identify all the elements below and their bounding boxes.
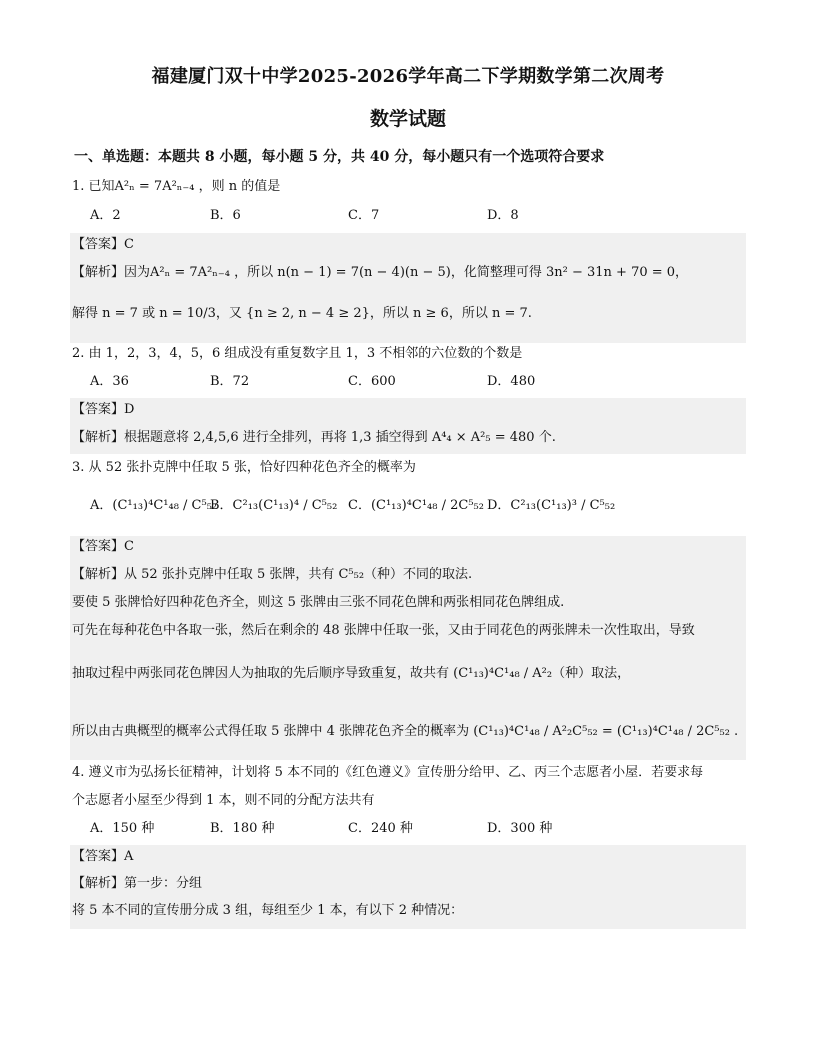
q3-analysis-line-1: 【解析】从 52 张扑克牌中任取 5 张牌，共有 C⁵₅₂（种）不同的取法. (72, 567, 473, 582)
q1-solution-box (70, 233, 746, 343)
exam-title: 福建厦门双十中学2025-2026学年高二下学期数学第二次周考 (151, 66, 665, 87)
q4-option-a: A．150 种 (90, 821, 155, 836)
q4-option-c: C．240 种 (348, 821, 413, 836)
q3-option-b: B．C²₁₃(C¹₁₃)⁴ / C⁵₅₂ (210, 498, 338, 513)
q1-option-d: D．8 (487, 208, 519, 223)
q1-option-b: B．6 (210, 208, 241, 223)
exam-subtitle: 数学试题 (369, 108, 446, 130)
q3-option-c: C．(C¹₁₃)⁴C¹₄₈ / 2C⁵₅₂ (348, 498, 484, 513)
q4-analysis-line-2: 将 5 本不同的宣传册分成 3 组，每组至少 1 本，有以下 2 种情况： (72, 903, 464, 918)
q2-answer: 【答案】D (72, 402, 135, 417)
q1-answer: 【答案】C (72, 237, 134, 252)
q3-option-a: A．(C¹₁₃)⁴C¹₄₈ / C⁵₅₂ (90, 498, 218, 513)
question-4-stem-line-2: 个志愿者小屋至少得到 1 本，则不同的分配方法共有 (72, 793, 375, 808)
q4-analysis-line-1: 【解析】第一步：分组 (72, 876, 203, 891)
q2-option-a: A．36 (90, 374, 129, 389)
question-2-stem: 2. 由 1，2，3，4，5，6 组成没有重复数字且 1，3 不相邻的六位数的个数是 (72, 346, 523, 361)
question-1-stem: 1. 已知A²ₙ = 7A²ₙ₋₄ ，则 n 的值是 (72, 179, 281, 194)
q3-answer: 【答案】C (72, 539, 134, 554)
q4-answer: 【答案】A (72, 849, 134, 864)
q3-analysis-line-3: 可先在每种花色中各取一张，然后在剩余的 48 张牌中任取一张，又由于同花色的两张牌未一次性取出，导致 (72, 623, 695, 638)
question-3-stem: 3. 从 52 张扑克牌中任取 5 张，恰好四种花色齐全的概率为 (72, 460, 416, 475)
q1-option-a: A．2 (90, 208, 121, 223)
q4-option-d: D．300 种 (487, 821, 553, 836)
q2-option-d: D．480 (487, 374, 536, 389)
q2-option-b: B．72 (210, 374, 250, 389)
q3-analysis-line-2: 要使 5 张牌恰好四种花色齐全，则这 5 张牌由三张不同花色牌和两张相同花色牌组成. (72, 595, 565, 610)
q3-analysis-line-4: 抽取过程中两张同花色牌因人为抽取的先后顺序导致重复，故共有 (C¹₁₃)⁴C¹₄₈ / A²₂（种）取法， (72, 666, 631, 681)
q1-analysis-line-1: 【解析】因为A²ₙ = 7A²ₙ₋₄ ，所以 n(n − 1) = 7(n − 4)(n − 5)，化简整理可得 3n² − 31n + 70 = 0， (72, 265, 689, 280)
q3-analysis-line-5: 所以由古典概型的概率公式得任取 5 张牌中 4 张牌花色齐全的概率为 (C¹₁₃)⁴C¹₄₈ / A²₂C⁵₅₂ = (C¹₁₃)⁴C¹₄₈ / 2C⁵₅₂ . (72, 724, 739, 739)
q2-option-c: C．600 (348, 374, 396, 389)
q3-option-d: D．C²₁₃(C¹₁₃)³ / C⁵₅₂ (487, 498, 616, 513)
q1-option-c: C．7 (348, 208, 380, 223)
section-heading: 一、单选题：本题共 8 小题，每小题 5 分，共 40 分，每小题只有一个选项符合要求 (74, 149, 605, 165)
q4-option-b: B．180 种 (210, 821, 275, 836)
question-4-stem-line-1: 4. 遵义市为弘扬长征精神，计划将 5 本不同的《红色遵义》宣传册分给甲、乙、丙三个志愿者小屋．若要求每 (72, 765, 704, 780)
q2-analysis-line-1: 【解析】根据题意将 2,4,5,6 进行全排列，再将 1,3 插空得到 A⁴₄ × A²₅ = 480 个. (72, 430, 556, 445)
q1-analysis-line-2: 解得 n = 7 或 n = 10/3，又 {n ≥ 2, n − 4 ≥ 2}，所以 n ≥ 6，所以 n = 7. (72, 306, 532, 321)
